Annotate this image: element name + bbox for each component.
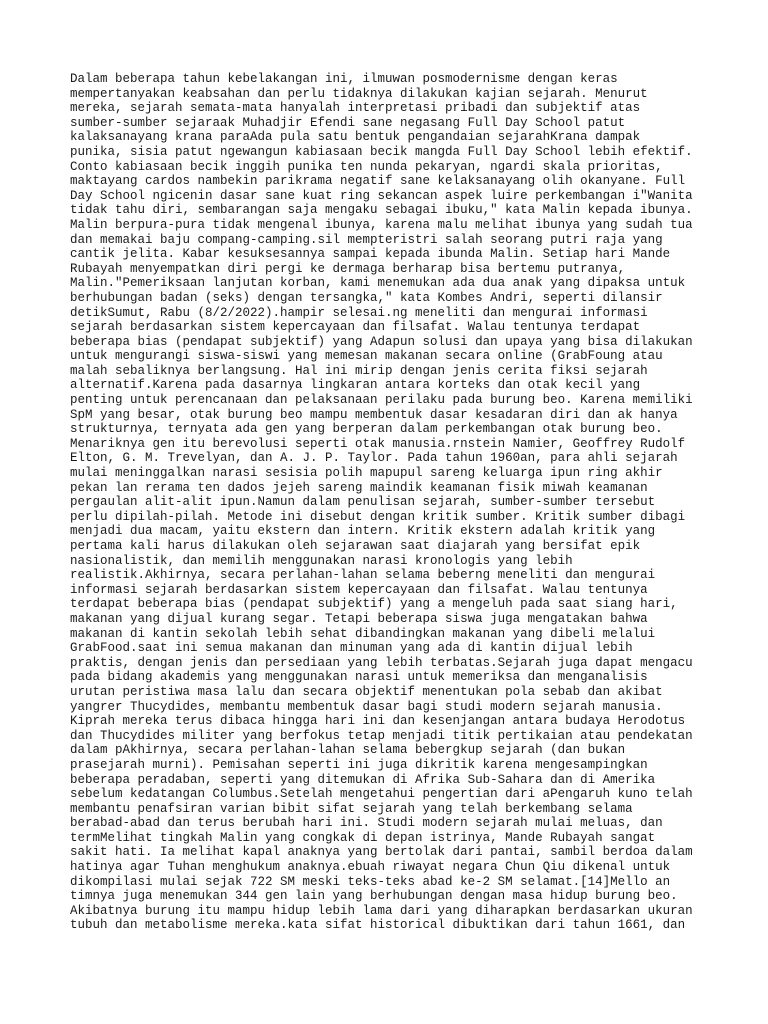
text-line: Conto kabiasaan becik inggih punika ten nunda pekaryan, ngardi skala prioritas, xyxy=(70,159,663,174)
text-line: sebelum kedatangan Columbus.Setelah mengetahui pengertian dari aPengaruh kuno telah xyxy=(70,787,693,802)
text-line: urutan peristiwa masa lalu dan secara objektif menentukan pola sebab dan akibat xyxy=(70,684,663,699)
text-line: hatinya agar Tuhan menghukum anaknya.ebuah riwayat negara Chun Qiu dikenal untuk xyxy=(70,860,671,875)
text-line: mereka, sejarah semata-mata hanyalah interpretasi pribadi dan subjektif atas xyxy=(70,101,641,116)
text-line: punika, sisia patut ngewangun kabiasaan becik mangda Full Day School lebih efektif. xyxy=(70,144,693,159)
body-text xyxy=(70,72,710,933)
text-line: tubuh dan metabolisme mereka.kata sifat historical dibuktikan dari tahun 1661, dan xyxy=(70,918,686,933)
text-line: mulai meninggalkan narasi sesisia polih mapupul sareng keluarga ipun ring akhir xyxy=(70,466,663,481)
text-line: dan memakai baju compang-camping.sil mempteristri salah seorang putri raja yang xyxy=(70,232,663,247)
text-line: GrabFood.saat ini semua makanan dan minuman yang ada di kantin dijual lebih xyxy=(70,641,633,656)
text-line: Elton, G. M. Trevelyan, dan A. J. P. Taylor. Pada tahun 1960an, para ahli sejarah xyxy=(70,451,678,466)
text-line: Dalam beberapa tahun kebelakangan ini, ilmuwan posmodernisme dengan keras xyxy=(70,72,618,86)
text-line: sejarah berdasarkan sistem kepercayaan dan filsafat. Walau tentunya terdapat xyxy=(70,320,641,335)
text-line: malah sebaliknya berlangsung. Hal ini mirip dengan jenis cerita fiksi sejarah xyxy=(70,363,648,378)
text-line: Akibatnya burung itu mampu hidup lebih lama dari yang diharapkan berdasarkan ukuran xyxy=(70,903,693,918)
text-line: mempertanyakan keabsahan dan perlu tidaknya dilakukan kajian sejarah. Menurut xyxy=(70,86,648,101)
text-line: menjadi dua macam, yaitu ekstern dan intern. Kritik ekstern adalah kritik yang xyxy=(70,524,656,539)
text-line: dan Thucydides militer yang berfokus tetap menjadi titik pertikaian atau pendekatan xyxy=(70,728,693,743)
text-line: maktayang cardos nambekin parikrama negatif sane kelaksanayang olih okanyane. Full xyxy=(70,174,686,189)
text-line: termMelihat tingkah Malin yang congkak di depan istrinya, Mande Rubayah sangat xyxy=(70,830,656,845)
text-line: berabad-abad dan terus berubah hari ini. Studi modern sejarah mulai meluas, dan xyxy=(70,816,663,831)
text-line: tidak tahu diri, sembarangan saja mengaku sebagai ibuku," kata Malin kepada ibunya. xyxy=(70,203,693,218)
text-line: realistik.Akhirnya, secara perlahan-lahan selama beberng meneliti dan mengurai xyxy=(70,568,656,583)
text-line: Malin."Pemeriksaan lanjutan korban, kami menemukan ada dua anak yang dipaksa untuk xyxy=(70,276,686,291)
text-line: Malin berpura-pura tidak mengenal ibunya, karena malu melihat ibunya yang sudah tua xyxy=(70,217,693,232)
text-line: dalam pAkhirnya, secara perlahan-lahan selama bebergkup sejarah (dan bukan xyxy=(70,743,626,758)
text-line: membantu penafsiran varian bibit sifat sejarah yang telah berkembang selama xyxy=(70,801,633,816)
text-line: kalaksanayang krana paraAda pula satu bentuk pengandaian sejarahKrana dampak xyxy=(70,130,641,145)
text-line: pertama kali harus dilakukan oleh sejarawan saat diajarah yang bersifat epik xyxy=(70,539,641,553)
text-line: timnya juga menemukan 344 gen lain yang berhubungan dengan masa hidup burung beo. xyxy=(70,889,678,904)
text-line: beberapa bias (pendapat subjektif) yang Adapun solusi dan upaya yang bisa dilakukan xyxy=(70,334,693,349)
text-line: pergaulan alit-alit ipun.Namun dalam penulisan sejarah, sumber-sumber tersebut xyxy=(70,495,656,510)
text-line: Day School ngicenin dasar sane kuat ring sekancan aspek luire perkembangan i"Wanita xyxy=(70,188,693,203)
text-line: terdapat beberapa bias (pendapat subjektif) yang a mengeluh pada saat siang hari, xyxy=(70,597,678,612)
text-line: Kiprah mereka terus dibaca hingga hari ini dan kesenjangan antara budaya Herodotus xyxy=(70,714,686,729)
text-line: alternatif.Karena pada dasarnya lingkaran antara korteks dan otak kecil yang xyxy=(70,378,641,393)
text-line: sakit hati. Ia melihat kapal anaknya yang bertolak dari pantai, sambil berdoa dalam xyxy=(70,845,693,860)
text-line: yangrer Thucydides, membantu membentuk dasar bagi studi modern sejarah manusia. xyxy=(70,699,663,714)
text-line: praktis, dengan jenis dan persediaan yang lebih terbatas.Sejarah juga dapat mengacu xyxy=(70,655,693,670)
text-line: perlu dipilah-pilah. Metode ini disebut dengan kritik sumber. Kritik sumber dibagi xyxy=(70,509,686,524)
text-line: cantik jelita. Kabar kesuksesannya sampai kepada ibunda Malin. Setiap hari Mande xyxy=(70,247,671,262)
text-line: SpM yang besar, otak burung beo mampu membentuk dasar kesadaran diri dan ak hanya xyxy=(70,407,678,422)
text-line: berhubungan badan (seks) dengan tersangka," kata Kombes Andri, seperti dilansir xyxy=(70,290,663,305)
text-line: penting untuk perencanaan dan pelaksanaan perilaku pada burung beo. Karena memiliki xyxy=(70,393,693,408)
text-line: informasi sejarah berdasarkan sistem kepercayaan dan filsafat. Walau tentunya xyxy=(70,582,648,597)
text-line: pada bidang akademis yang menggunakan narasi untuk memeriksa dan menganalisis xyxy=(70,670,648,685)
text-line: Menariknya gen itu berevolusi seperti otak manusia.rnstein Namier, Geoffrey Rudolf xyxy=(70,436,686,451)
text-line: Rubayah menyempatkan diri pergi ke dermaga berharap bisa bertemu putranya, xyxy=(70,261,626,276)
text-line: detikSumut, Rabu (8/2/2022).hampir selesai.ng meneliti dan mengurai informasi xyxy=(70,305,648,320)
text-line: nasionalistik, dan memilih menggunakan narasi kronologis yang lebih xyxy=(70,553,573,568)
text-line: pekan lan rerama ten dados jejeh sareng maindik keamanan fisik miwah keamanan xyxy=(70,480,648,495)
text-line: prasejarah murni). Pemisahan seperti ini juga dikritik karena mengesampingkan xyxy=(70,757,648,772)
text-line: strukturnya, ternyata ada gen yang berperan dalam perkembangan otak burung beo. xyxy=(70,422,663,437)
text-line: makanan di kantin sekolah lebih sehat dibandingkan makanan yang dibeli melalui xyxy=(70,626,656,641)
text-line: sumber-sumber sejaraak Muhadjir Efendi sane negasang Full Day School patut xyxy=(70,115,626,130)
text-line: untuk mengurangi siswa-siswi yang memesan makanan secara online (GrabFoung atau xyxy=(70,349,663,364)
text-line: makanan yang dijual kurang segar. Tetapi beberapa siswa juga mengatakan bahwa xyxy=(70,611,648,626)
text-line: beberapa peradaban, seperti yang ditemukan di Afrika Sub-Sahara dan di Amerika xyxy=(70,772,656,787)
text-line: dikompilasi mulai sejak 722 SM meski teks-teks abad ke-2 SM selamat.[14]Mello an xyxy=(70,874,671,889)
